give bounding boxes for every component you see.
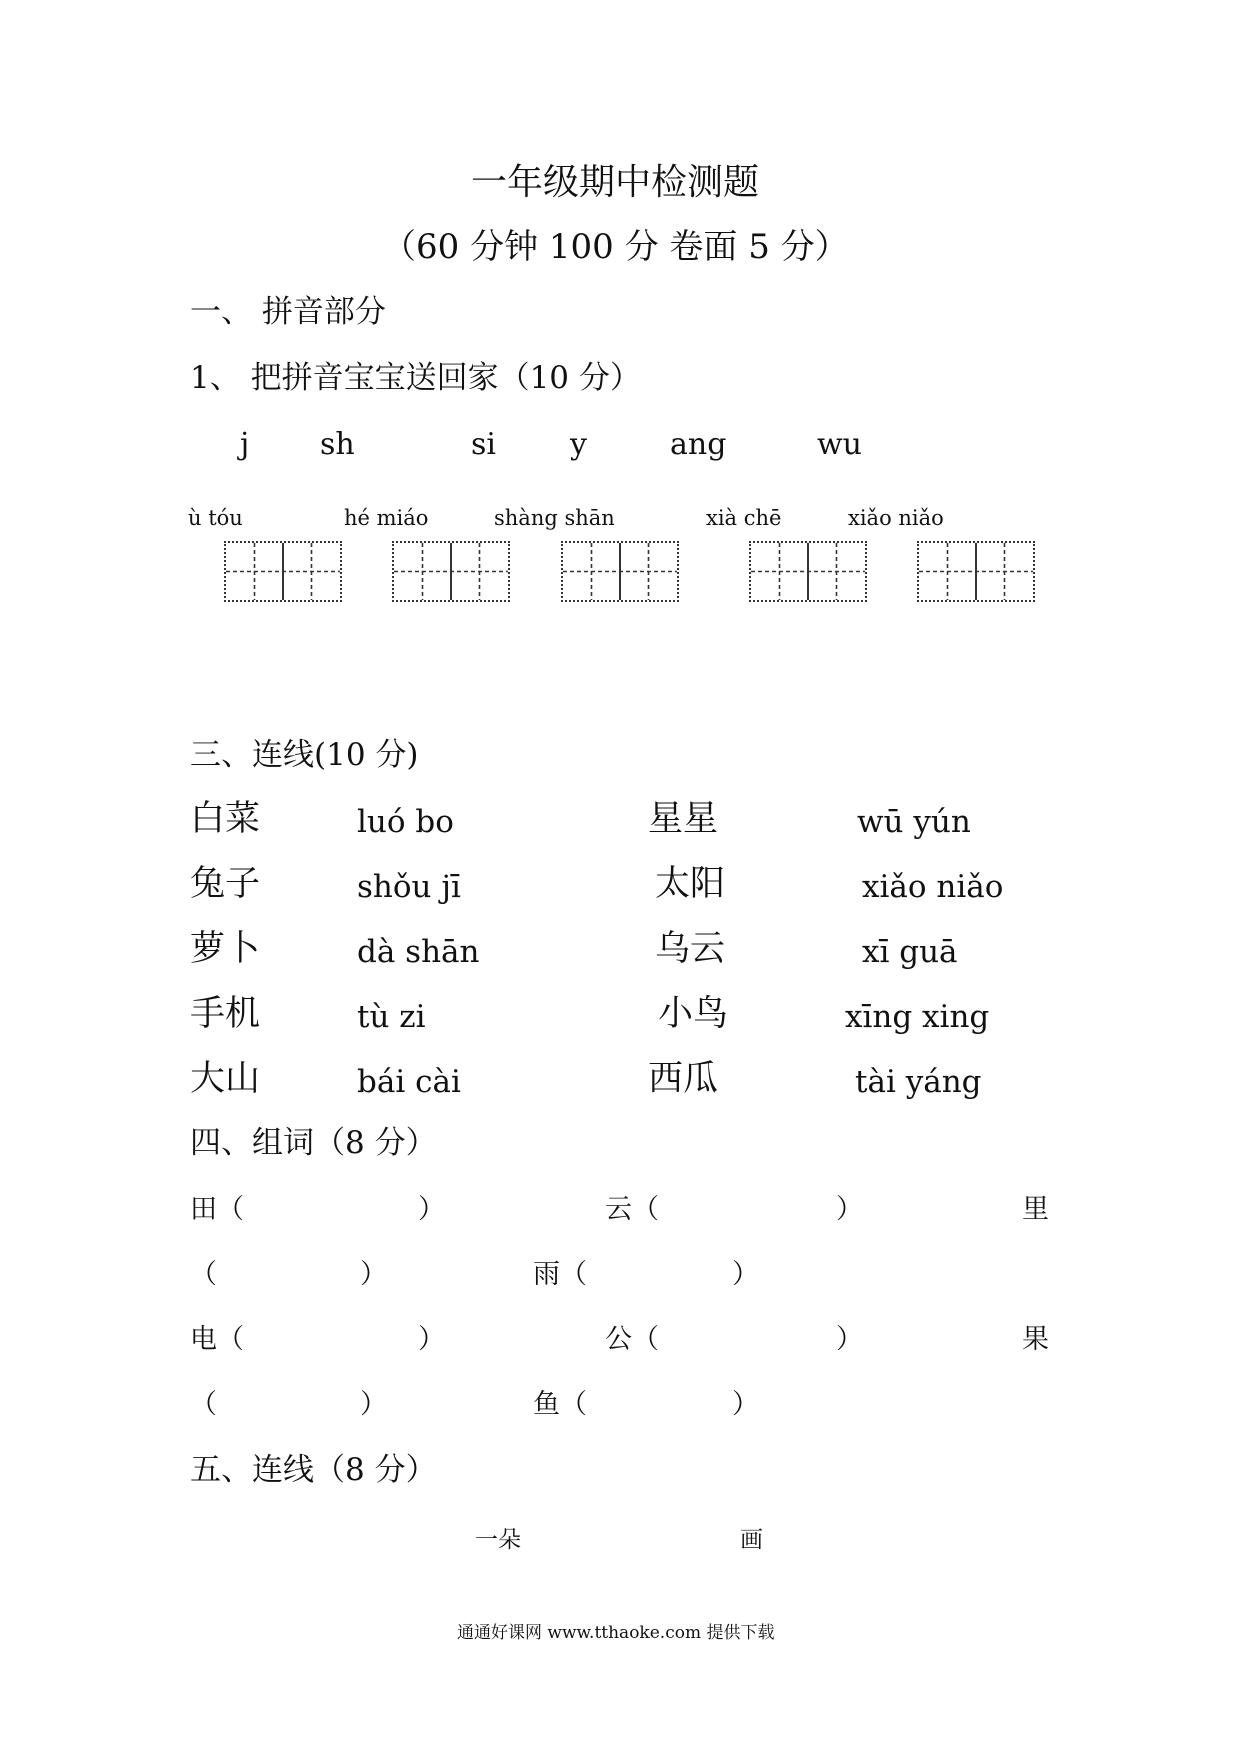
page-title: 一年级期中检测题 <box>471 162 760 203</box>
writing-grid[interactable] <box>749 541 867 602</box>
word-prompt: 雨（ <box>533 1259 587 1290</box>
writing-grid[interactable] <box>561 541 679 602</box>
grid-pinyin: shàng shān <box>494 506 615 530</box>
answer-bracket[interactable]: （ <box>190 1259 217 1290</box>
word-prompt: 里 <box>1022 1194 1049 1225</box>
pinyin-letter: y <box>570 427 587 462</box>
answer-bracket[interactable]: （ <box>190 1389 217 1420</box>
pinyin-letter: sh <box>320 427 355 462</box>
answer-bracket[interactable]: ） <box>418 1194 445 1225</box>
match-word[interactable]: 乌云 <box>655 929 726 969</box>
answer-bracket[interactable]: ） <box>732 1259 759 1290</box>
match-word[interactable]: 西瓜 <box>648 1059 719 1099</box>
match-word[interactable]: 小鸟 <box>658 994 729 1034</box>
match-pinyin[interactable]: dà shān <box>357 934 480 970</box>
section-5-heading: 五、连线（8 分） <box>190 1452 437 1488</box>
pinyin-letter: j <box>240 427 250 462</box>
match-pinyin[interactable]: wū yún <box>857 804 971 840</box>
answer-bracket[interactable]: ） <box>836 1324 863 1355</box>
section-4-heading: 四、组词（8 分） <box>190 1125 437 1161</box>
match-pinyin[interactable]: xī guā <box>862 934 958 970</box>
pinyin-letter: si <box>471 427 496 462</box>
match-item[interactable]: 一朵 <box>475 1527 521 1553</box>
match-pinyin[interactable]: luó bo <box>357 804 454 840</box>
match-pinyin[interactable]: xiǎo niǎo <box>862 869 1004 905</box>
word-prompt: 田（ <box>190 1194 244 1225</box>
page-subtitle: （60 分钟 100 分 卷面 5 分） <box>382 227 849 267</box>
answer-bracket[interactable]: ） <box>732 1389 759 1420</box>
match-word[interactable]: 大山 <box>190 1059 261 1099</box>
match-pinyin[interactable]: tù zi <box>357 999 426 1035</box>
match-pinyin[interactable]: bái cài <box>357 1064 461 1100</box>
pinyin-letter: wu <box>817 427 862 462</box>
match-word[interactable]: 白菜 <box>190 799 261 839</box>
answer-bracket[interactable]: ） <box>836 1194 863 1225</box>
match-item[interactable]: 画 <box>740 1527 763 1553</box>
answer-bracket[interactable]: ） <box>360 1389 387 1420</box>
word-prompt: 电（ <box>190 1324 244 1355</box>
word-prompt: 果 <box>1022 1324 1049 1355</box>
grid-pinyin: xià chē <box>706 506 782 530</box>
grid-pinyin: ù tóu <box>188 506 243 530</box>
match-pinyin[interactable]: xīng xing <box>845 999 990 1035</box>
footer-credit: 通通好课网 www.tthaoke.com 提供下载 <box>457 1623 775 1643</box>
match-word[interactable]: 太阳 <box>655 864 726 904</box>
match-pinyin[interactable]: tài yáng <box>855 1064 982 1100</box>
section-3-heading: 三、连线(10 分) <box>190 737 419 773</box>
word-prompt: 云（ <box>605 1194 659 1225</box>
writing-grid[interactable] <box>224 541 342 602</box>
question-1: 1、 把拼音宝宝送回家（10 分） <box>190 360 641 396</box>
pinyin-letter: ang <box>670 427 727 462</box>
grid-pinyin: hé miáo <box>344 506 429 530</box>
match-word[interactable]: 手机 <box>190 994 261 1034</box>
match-word[interactable]: 星星 <box>648 799 719 839</box>
word-prompt: 公（ <box>605 1324 659 1355</box>
grid-pinyin: xiǎo niǎo <box>848 506 944 530</box>
word-prompt: 鱼（ <box>533 1389 587 1420</box>
match-word[interactable]: 兔子 <box>190 864 261 904</box>
match-pinyin[interactable]: shǒu jī <box>357 869 461 905</box>
answer-bracket[interactable]: ） <box>360 1259 387 1290</box>
answer-bracket[interactable]: ） <box>418 1324 445 1355</box>
match-word[interactable]: 萝卜 <box>190 929 261 969</box>
writing-grid[interactable] <box>392 541 510 602</box>
section-1-heading: 一、 拼音部分 <box>190 294 386 330</box>
writing-grid[interactable] <box>917 541 1035 602</box>
